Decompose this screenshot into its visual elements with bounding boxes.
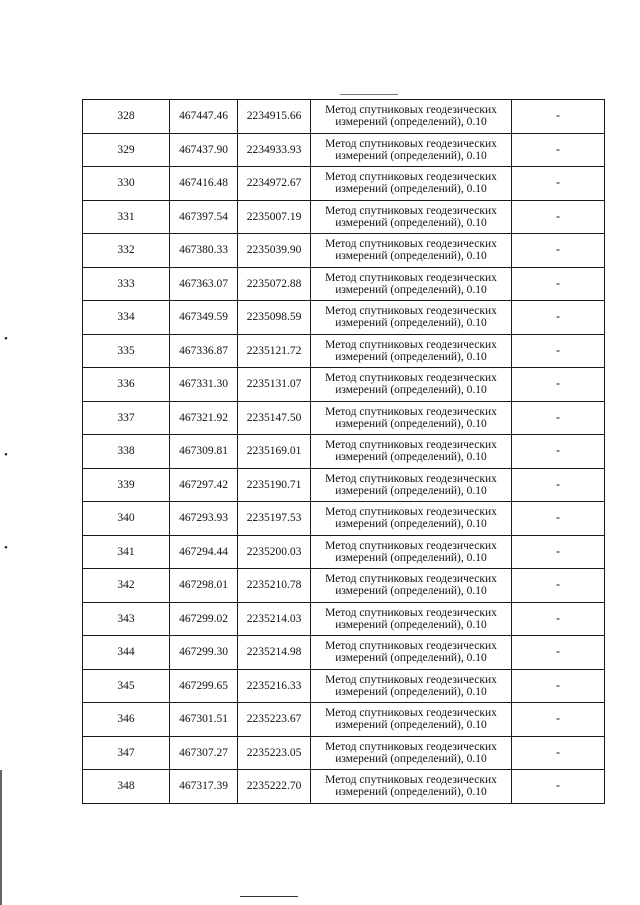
y-coordinate-cell: 2235210.78 bbox=[238, 569, 311, 603]
table-row bbox=[83, 435, 605, 469]
y-coordinate-cell: 2235222.70 bbox=[238, 770, 311, 804]
x-coordinate-cell: 467294.44 bbox=[170, 535, 238, 569]
method-cell bbox=[311, 200, 512, 234]
table-row bbox=[83, 636, 605, 670]
method-line-1: Метод спутниковых геодезических bbox=[325, 137, 497, 150]
x-coordinate-cell: 467301.51 bbox=[170, 703, 238, 737]
description-cell: - bbox=[512, 133, 605, 167]
point-number-cell: 332 bbox=[83, 234, 170, 268]
method-line-2: измерений (определений), 0.10 bbox=[335, 585, 487, 598]
method-line-1: Метод спутниковых геодезических bbox=[325, 539, 497, 552]
x-coordinate-cell: 467309.81 bbox=[170, 435, 238, 469]
point-number-cell: 339 bbox=[83, 468, 170, 502]
description-cell: - bbox=[512, 502, 605, 536]
table-row bbox=[83, 770, 605, 804]
point-number-cell: 348 bbox=[83, 770, 170, 804]
method-cell bbox=[311, 770, 512, 804]
point-number-cell: 336 bbox=[83, 368, 170, 402]
method-cell bbox=[311, 234, 512, 268]
method-line-2: измерений (определений), 0.10 bbox=[335, 551, 487, 564]
table-row bbox=[83, 368, 605, 402]
method-line-1: Метод спутниковых геодезических bbox=[325, 606, 497, 619]
method-line-1: Метод спутниковых геодезических bbox=[325, 338, 497, 351]
description-cell: - bbox=[512, 200, 605, 234]
table-row bbox=[83, 569, 605, 603]
table-row bbox=[83, 167, 605, 201]
method-cell bbox=[311, 602, 512, 636]
point-number-cell: 343 bbox=[83, 602, 170, 636]
description-cell: - bbox=[512, 468, 605, 502]
point-number-cell: 340 bbox=[83, 502, 170, 536]
y-coordinate-cell: 2235007.19 bbox=[238, 200, 311, 234]
x-coordinate-cell: 467299.30 bbox=[170, 636, 238, 670]
method-cell bbox=[311, 167, 512, 201]
table-row bbox=[83, 669, 605, 703]
method-line-1: Метод спутниковых геодезических bbox=[325, 472, 497, 485]
x-coordinate-cell: 467317.39 bbox=[170, 770, 238, 804]
y-coordinate-cell: 2235200.03 bbox=[238, 535, 311, 569]
method-line-1: Метод спутниковых геодезических bbox=[325, 372, 497, 385]
description-cell: - bbox=[512, 535, 605, 569]
y-coordinate-cell: 2234915.66 bbox=[238, 100, 311, 134]
margin-mark: • bbox=[4, 542, 8, 554]
y-coordinate-cell: 2235214.03 bbox=[238, 602, 311, 636]
description-cell: - bbox=[512, 669, 605, 703]
description-cell: - bbox=[512, 736, 605, 770]
point-number-cell: 337 bbox=[83, 401, 170, 435]
method-cell bbox=[311, 100, 512, 134]
description-cell: - bbox=[512, 401, 605, 435]
description-cell: - bbox=[512, 703, 605, 737]
margin-mark: • bbox=[4, 333, 8, 345]
point-number-cell: 331 bbox=[83, 200, 170, 234]
table-row bbox=[83, 200, 605, 234]
point-number-cell: 333 bbox=[83, 267, 170, 301]
y-coordinate-cell: 2234933.93 bbox=[238, 133, 311, 167]
method-line-1: Метод спутниковых геодезических bbox=[325, 774, 497, 787]
point-number-cell: 342 bbox=[83, 569, 170, 603]
method-cell bbox=[311, 502, 512, 536]
method-cell bbox=[311, 569, 512, 603]
point-number-cell: 347 bbox=[83, 736, 170, 770]
method-line-1: Метод спутниковых геодезических bbox=[325, 573, 497, 586]
x-coordinate-cell: 467297.42 bbox=[170, 468, 238, 502]
bottom-scan-artifact bbox=[240, 896, 298, 897]
method-line-2: измерений (определений), 0.10 bbox=[335, 250, 487, 263]
x-coordinate-cell: 467307.27 bbox=[170, 736, 238, 770]
point-number-cell: 346 bbox=[83, 703, 170, 737]
method-line-1: Метод спутниковых геодезических bbox=[325, 707, 497, 720]
y-coordinate-cell: 2235121.72 bbox=[238, 334, 311, 368]
description-cell: - bbox=[512, 301, 605, 335]
method-line-1: Метод спутниковых геодезических bbox=[325, 238, 497, 251]
method-cell bbox=[311, 636, 512, 670]
point-number-cell: 345 bbox=[83, 669, 170, 703]
x-coordinate-cell: 467321.92 bbox=[170, 401, 238, 435]
description-cell: - bbox=[512, 368, 605, 402]
method-cell bbox=[311, 535, 512, 569]
method-line-2: измерений (определений), 0.10 bbox=[335, 116, 487, 129]
description-cell: - bbox=[512, 267, 605, 301]
table-row bbox=[83, 267, 605, 301]
point-number-cell: 341 bbox=[83, 535, 170, 569]
method-cell bbox=[311, 401, 512, 435]
method-line-1: Метод спутниковых геодезических bbox=[325, 673, 497, 686]
scan-edge bbox=[0, 770, 2, 905]
point-number-cell: 329 bbox=[83, 133, 170, 167]
x-coordinate-cell: 467336.87 bbox=[170, 334, 238, 368]
method-cell bbox=[311, 133, 512, 167]
method-cell bbox=[311, 736, 512, 770]
method-cell bbox=[311, 703, 512, 737]
method-cell bbox=[311, 435, 512, 469]
description-cell: - bbox=[512, 770, 605, 804]
method-line-1: Метод спутниковых геодезических bbox=[325, 204, 497, 217]
method-line-1: Метод спутниковых геодезических bbox=[325, 640, 497, 653]
table-row bbox=[83, 468, 605, 502]
method-line-1: Метод спутниковых геодезических bbox=[325, 405, 497, 418]
top-scan-artifact bbox=[340, 94, 398, 95]
margin-mark: • bbox=[4, 449, 8, 461]
method-line-2: измерений (определений), 0.10 bbox=[335, 384, 487, 397]
method-cell bbox=[311, 669, 512, 703]
y-coordinate-cell: 2235098.59 bbox=[238, 301, 311, 335]
point-number-cell: 335 bbox=[83, 334, 170, 368]
y-coordinate-cell: 2235039.90 bbox=[238, 234, 311, 268]
table-row bbox=[83, 334, 605, 368]
description-cell: - bbox=[512, 100, 605, 134]
method-cell bbox=[311, 368, 512, 402]
x-coordinate-cell: 467349.59 bbox=[170, 301, 238, 335]
method-line-1: Метод спутниковых геодезических bbox=[325, 104, 497, 117]
method-line-2: измерений (определений), 0.10 bbox=[335, 652, 487, 665]
x-coordinate-cell: 467380.33 bbox=[170, 234, 238, 268]
method-cell bbox=[311, 301, 512, 335]
method-line-2: измерений (определений), 0.10 bbox=[335, 618, 487, 631]
method-line-2: измерений (определений), 0.10 bbox=[335, 216, 487, 229]
point-number-cell: 344 bbox=[83, 636, 170, 670]
table-row bbox=[83, 736, 605, 770]
table-row bbox=[83, 234, 605, 268]
method-line-2: измерений (определений), 0.10 bbox=[335, 417, 487, 430]
x-coordinate-cell: 467437.90 bbox=[170, 133, 238, 167]
y-coordinate-cell: 2235197.53 bbox=[238, 502, 311, 536]
x-coordinate-cell: 467416.48 bbox=[170, 167, 238, 201]
method-line-2: измерений (определений), 0.10 bbox=[335, 283, 487, 296]
table-row bbox=[83, 703, 605, 737]
method-line-1: Метод спутниковых геодезических bbox=[325, 439, 497, 452]
table-row bbox=[83, 100, 605, 134]
x-coordinate-cell: 467331.30 bbox=[170, 368, 238, 402]
method-line-2: измерений (определений), 0.10 bbox=[335, 451, 487, 464]
method-line-1: Метод спутниковых геодезических bbox=[325, 740, 497, 753]
method-cell bbox=[311, 468, 512, 502]
description-cell: - bbox=[512, 435, 605, 469]
description-cell: - bbox=[512, 167, 605, 201]
method-line-2: измерений (определений), 0.10 bbox=[335, 518, 487, 531]
method-cell bbox=[311, 334, 512, 368]
point-number-cell: 330 bbox=[83, 167, 170, 201]
description-cell: - bbox=[512, 569, 605, 603]
x-coordinate-cell: 467299.65 bbox=[170, 669, 238, 703]
method-line-1: Метод спутниковых геодезических bbox=[325, 506, 497, 519]
y-coordinate-cell: 2235216.33 bbox=[238, 669, 311, 703]
method-line-2: измерений (определений), 0.10 bbox=[335, 685, 487, 698]
y-coordinate-cell: 2235169.01 bbox=[238, 435, 311, 469]
description-cell: - bbox=[512, 636, 605, 670]
method-line-2: измерений (определений), 0.10 bbox=[335, 350, 487, 363]
point-number-cell: 338 bbox=[83, 435, 170, 469]
method-line-2: измерений (определений), 0.10 bbox=[335, 317, 487, 330]
y-coordinate-cell: 2235072.88 bbox=[238, 267, 311, 301]
method-line-2: измерений (определений), 0.10 bbox=[335, 149, 487, 162]
method-line-1: Метод спутниковых геодезических bbox=[325, 305, 497, 318]
method-line-2: измерений (определений), 0.10 bbox=[335, 183, 487, 196]
method-line-2: измерений (определений), 0.10 bbox=[335, 484, 487, 497]
description-cell: - bbox=[512, 334, 605, 368]
x-coordinate-cell: 467447.46 bbox=[170, 100, 238, 134]
y-coordinate-cell: 2234972.67 bbox=[238, 167, 311, 201]
description-cell: - bbox=[512, 234, 605, 268]
method-line-2: измерений (определений), 0.10 bbox=[335, 786, 487, 799]
point-number-cell: 328 bbox=[83, 100, 170, 134]
y-coordinate-cell: 2235223.05 bbox=[238, 736, 311, 770]
point-number-cell: 334 bbox=[83, 301, 170, 335]
x-coordinate-cell: 467363.07 bbox=[170, 267, 238, 301]
table-row bbox=[83, 502, 605, 536]
y-coordinate-cell: 2235223.67 bbox=[238, 703, 311, 737]
description-cell: - bbox=[512, 602, 605, 636]
method-line-2: измерений (определений), 0.10 bbox=[335, 719, 487, 732]
table-row bbox=[83, 602, 605, 636]
y-coordinate-cell: 2235147.50 bbox=[238, 401, 311, 435]
method-cell bbox=[311, 267, 512, 301]
x-coordinate-cell: 467298.01 bbox=[170, 569, 238, 603]
table-row bbox=[83, 301, 605, 335]
x-coordinate-cell: 467299.02 bbox=[170, 602, 238, 636]
y-coordinate-cell: 2235190.71 bbox=[238, 468, 311, 502]
table-row bbox=[83, 535, 605, 569]
y-coordinate-cell: 2235131.07 bbox=[238, 368, 311, 402]
x-coordinate-cell: 467293.93 bbox=[170, 502, 238, 536]
table-row bbox=[83, 401, 605, 435]
method-line-2: измерений (определений), 0.10 bbox=[335, 752, 487, 765]
x-coordinate-cell: 467397.54 bbox=[170, 200, 238, 234]
method-line-1: Метод спутниковых геодезических bbox=[325, 171, 497, 184]
coordinates-table bbox=[82, 99, 605, 804]
method-line-1: Метод спутниковых геодезических bbox=[325, 271, 497, 284]
table-row bbox=[83, 133, 605, 167]
y-coordinate-cell: 2235214.98 bbox=[238, 636, 311, 670]
